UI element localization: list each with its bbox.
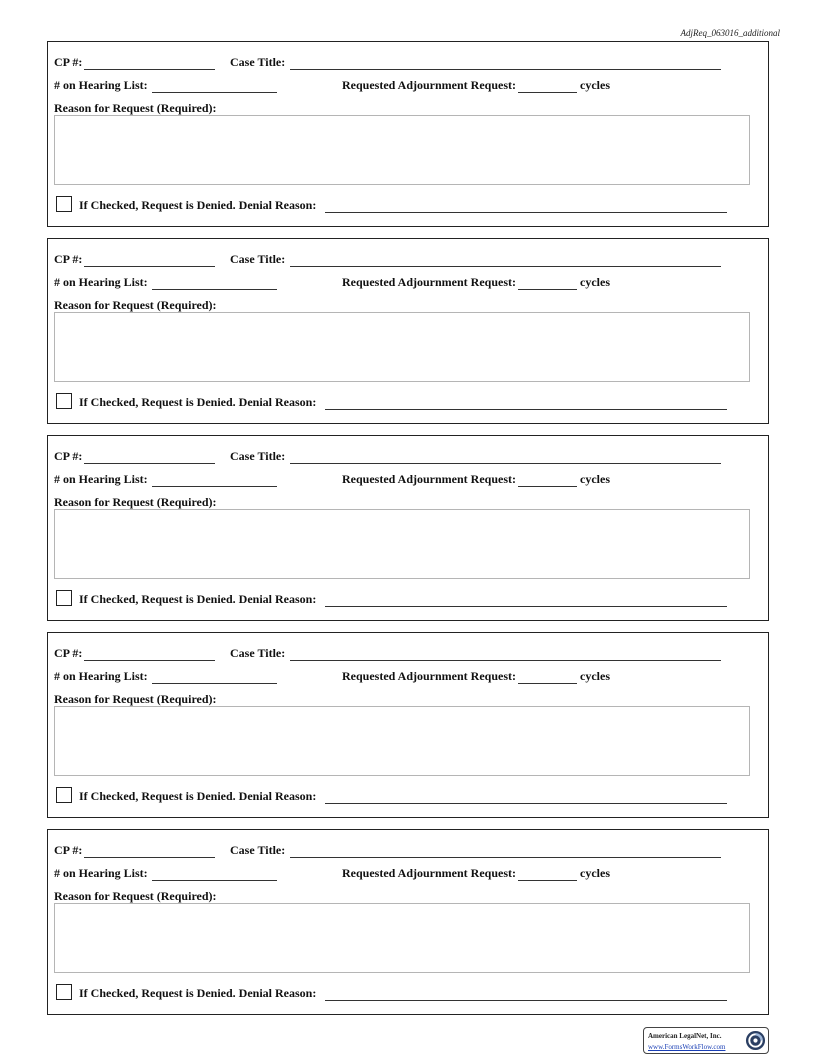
reason-label: Reason for Request (Required):	[54, 298, 217, 312]
case-title-field[interactable]	[290, 843, 721, 858]
denied-checkbox[interactable]	[56, 590, 72, 606]
hearing-list-label: # on Hearing List:	[54, 78, 148, 92]
hearing-list-number-field[interactable]	[152, 669, 277, 684]
denial-reason-field[interactable]	[325, 986, 727, 1001]
cycles-label: cycles	[580, 669, 610, 683]
case-title-label: Case Title:	[230, 55, 286, 69]
reason-textarea[interactable]	[54, 115, 750, 185]
case-title-field[interactable]	[290, 449, 721, 464]
denied-checkbox[interactable]	[56, 787, 72, 803]
cycles-label: cycles	[580, 275, 610, 289]
reason-label: Reason for Request (Required):	[54, 889, 217, 903]
hearing-list-label: # on Hearing List:	[54, 866, 148, 880]
cp-label: CP #:	[54, 55, 83, 69]
case-title-field[interactable]	[290, 252, 721, 267]
reason-label: Reason for Request (Required):	[54, 692, 217, 706]
adjournment-request-block	[47, 829, 769, 1015]
adjournment-label: Requested Adjournment Request:	[342, 472, 516, 486]
reason-textarea[interactable]	[54, 509, 750, 579]
adjournment-label: Requested Adjournment Request:	[342, 669, 516, 683]
cp-label: CP #:	[54, 252, 83, 266]
cycles-label: cycles	[580, 866, 610, 880]
adjournment-cycles-field[interactable]	[518, 275, 577, 290]
cp-label: CP #:	[54, 843, 83, 857]
cp-number-field[interactable]	[84, 646, 215, 661]
denied-label: If Checked, Request is Denied. Denial Reason:	[79, 198, 317, 212]
hearing-list-number-field[interactable]	[152, 472, 277, 487]
adjournment-request-block	[47, 632, 769, 818]
adjournment-cycles-field[interactable]	[518, 669, 577, 684]
company-name: American LegalNet, Inc.	[648, 1032, 722, 1040]
hearing-list-label: # on Hearing List:	[54, 472, 148, 486]
website-link[interactable]: www.FormsWorkFlow.com	[648, 1043, 726, 1051]
adjournment-request-list	[47, 41, 769, 1026]
denied-label: If Checked, Request is Denied. Denial Reason:	[79, 592, 317, 606]
denied-checkbox[interactable]	[56, 984, 72, 1000]
denial-reason-field[interactable]	[325, 198, 727, 213]
hearing-list-number-field[interactable]	[152, 866, 277, 881]
cp-number-field[interactable]	[84, 449, 215, 464]
cp-label: CP #:	[54, 449, 83, 463]
cycles-label: cycles	[580, 78, 610, 92]
hearing-list-number-field[interactable]	[152, 78, 277, 93]
adjournment-cycles-field[interactable]	[518, 78, 577, 93]
adjournment-cycles-field[interactable]	[518, 866, 577, 881]
adjournment-request-block	[47, 41, 769, 227]
forms-workflow-logo[interactable]	[643, 1027, 769, 1054]
cycles-label: cycles	[580, 472, 610, 486]
hearing-list-label: # on Hearing List:	[54, 275, 148, 289]
adjournment-label: Requested Adjournment Request:	[342, 78, 516, 92]
reason-label: Reason for Request (Required):	[54, 495, 217, 509]
adjournment-label: Requested Adjournment Request:	[342, 275, 516, 289]
denied-checkbox[interactable]	[56, 393, 72, 409]
hearing-list-number-field[interactable]	[152, 275, 277, 290]
adjournment-request-block	[47, 435, 769, 621]
denied-label: If Checked, Request is Denied. Denial Reason:	[79, 789, 317, 803]
case-title-label: Case Title:	[230, 843, 286, 857]
document-id: AdjReq_063016_additional	[680, 28, 780, 38]
case-title-label: Case Title:	[230, 252, 286, 266]
reason-label: Reason for Request (Required):	[54, 101, 217, 115]
cp-number-field[interactable]	[84, 252, 215, 267]
cp-number-field[interactable]	[84, 55, 215, 70]
reason-textarea[interactable]	[54, 706, 750, 776]
case-title-label: Case Title:	[230, 449, 286, 463]
hearing-list-label: # on Hearing List:	[54, 669, 148, 683]
reason-textarea[interactable]	[54, 903, 750, 973]
denied-label: If Checked, Request is Denied. Denial Reason:	[79, 395, 317, 409]
cp-number-field[interactable]	[84, 843, 215, 858]
denial-reason-field[interactable]	[325, 395, 727, 410]
denial-reason-field[interactable]	[325, 592, 727, 607]
denied-label: If Checked, Request is Denied. Denial Reason:	[79, 986, 317, 1000]
adjournment-request-block	[47, 238, 769, 424]
denial-reason-field[interactable]	[325, 789, 727, 804]
adjournment-cycles-field[interactable]	[518, 472, 577, 487]
alnet-logo-icon	[745, 1030, 766, 1051]
denied-checkbox[interactable]	[56, 196, 72, 212]
case-title-label: Case Title:	[230, 646, 286, 660]
reason-textarea[interactable]	[54, 312, 750, 382]
case-title-field[interactable]	[290, 646, 721, 661]
adjournment-label: Requested Adjournment Request:	[342, 866, 516, 880]
cp-label: CP #:	[54, 646, 83, 660]
case-title-field[interactable]	[290, 55, 721, 70]
